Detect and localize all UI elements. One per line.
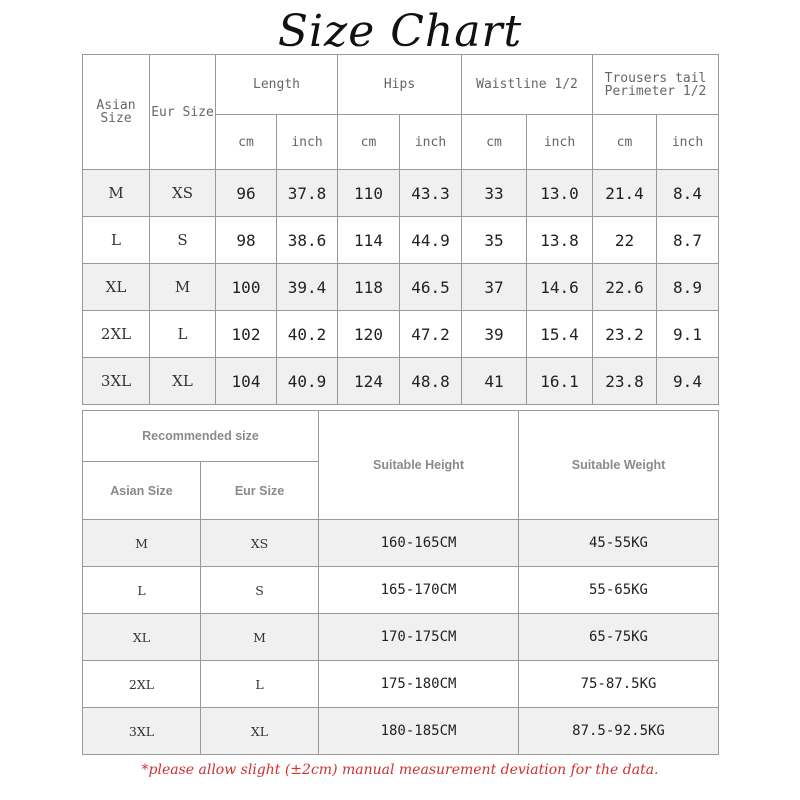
tail-inch-cell: 8.7 [657,217,719,264]
waist-inch-cell: 15.4 [527,311,593,358]
waist-cm-cell: 41 [462,358,527,405]
table-row [83,264,719,311]
length-inch-cell: 37.8 [277,170,338,217]
hips-inch-cell: 46.5 [400,264,462,311]
tail-cm-cell: 22.6 [593,264,657,311]
length-cm-cell: 98 [216,217,277,264]
unit-cm: cm [338,115,400,170]
header-recommended-size: Recommended size [83,411,319,462]
eur-size-cell: XL [150,358,216,405]
asian-size-cell: L [83,567,201,614]
asian-size-cell: 3XL [83,358,150,405]
tail-inch-cell: 8.4 [657,170,719,217]
header-length: Length [216,55,338,115]
eur-size-cell: L [150,311,216,358]
height-cell: 175-180CM [319,661,519,708]
length-inch-cell: 38.6 [277,217,338,264]
waist-cm-cell: 39 [462,311,527,358]
table-row [83,358,719,405]
asian-size-cell: XL [83,264,150,311]
height-cell: 160-165CM [319,520,519,567]
hips-inch-cell: 48.8 [400,358,462,405]
height-cell: 180-185CM [319,708,519,755]
waist-inch-cell: 16.1 [527,358,593,405]
recommend-table [82,410,719,755]
table-row [83,661,719,708]
hips-cm-cell: 114 [338,217,400,264]
waist-cm-cell: 37 [462,264,527,311]
weight-cell: 87.5-92.5KG [519,708,719,755]
table-row [83,708,719,755]
asian-size-cell: 2XL [83,311,150,358]
eur-size-cell: XS [201,520,319,567]
tail-cm-cell: 23.2 [593,311,657,358]
hips-inch-cell: 47.2 [400,311,462,358]
unit-inch: inch [400,115,462,170]
hips-inch-cell: 43.3 [400,170,462,217]
length-cm-cell: 100 [216,264,277,311]
waist-cm-cell: 33 [462,170,527,217]
waist-inch-cell: 14.6 [527,264,593,311]
table-row [83,311,719,358]
length-inch-cell: 39.4 [277,264,338,311]
header-suitable-weight: Suitable Weight [519,411,719,520]
hips-cm-cell: 124 [338,358,400,405]
measurement-note: *please allow slight (±2cm) manual measurement deviation for the data. [141,762,659,778]
weight-cell: 65-75KG [519,614,719,661]
weight-cell: 55-65KG [519,567,719,614]
header-trousers-tail: Trousers tail Perimeter 1/2 [593,55,719,115]
header-waistline: Waistline 1/2 [462,55,593,115]
eur-size-cell: S [150,217,216,264]
tail-inch-cell: 8.9 [657,264,719,311]
waist-inch-cell: 13.8 [527,217,593,264]
height-cell: 170-175CM [319,614,519,661]
tail-inch-cell: 9.4 [657,358,719,405]
unit-inch: inch [527,115,593,170]
tail-cm-cell: 23.8 [593,358,657,405]
table-row [83,567,719,614]
eur-size-cell: S [201,567,319,614]
length-inch-cell: 40.9 [277,358,338,405]
unit-inch: inch [657,115,719,170]
eur-size-cell: M [150,264,216,311]
tail-inch-cell: 9.1 [657,311,719,358]
unit-cm: cm [462,115,527,170]
asian-size-cell: M [83,520,201,567]
tail-cm-cell: 22 [593,217,657,264]
asian-size-cell: 3XL [83,708,201,755]
eur-size-cell: L [201,661,319,708]
page-title: Size Chart [277,6,523,57]
hips-cm-cell: 120 [338,311,400,358]
unit-inch: inch [277,115,338,170]
table-row [83,520,719,567]
weight-cell: 45-55KG [519,520,719,567]
length-cm-cell: 102 [216,311,277,358]
eur-size-cell: XS [150,170,216,217]
eur-size-cell: M [201,614,319,661]
header-eur-size: Eur Size [201,462,319,520]
waist-inch-cell: 13.0 [527,170,593,217]
table-row [83,614,719,661]
hips-inch-cell: 44.9 [400,217,462,264]
length-inch-cell: 40.2 [277,311,338,358]
table-row [83,217,719,264]
tail-cm-cell: 21.4 [593,170,657,217]
eur-size-cell: XL [201,708,319,755]
hips-cm-cell: 118 [338,264,400,311]
unit-cm: cm [216,115,277,170]
table-row [83,170,719,217]
header-suitable-height: Suitable Height [319,411,519,520]
size-table [82,54,719,405]
header-asian-size: Asian Size [83,462,201,520]
header-eur-size: Eur Size [150,55,216,170]
header-asian-size: Asian Size [83,55,150,170]
height-cell: 165-170CM [319,567,519,614]
asian-size-cell: XL [83,614,201,661]
length-cm-cell: 104 [216,358,277,405]
unit-cm: cm [593,115,657,170]
asian-size-cell: 2XL [83,661,201,708]
waist-cm-cell: 35 [462,217,527,264]
header-hips: Hips [338,55,462,115]
weight-cell: 75-87.5KG [519,661,719,708]
length-cm-cell: 96 [216,170,277,217]
hips-cm-cell: 110 [338,170,400,217]
asian-size-cell: M [83,170,150,217]
asian-size-cell: L [83,217,150,264]
